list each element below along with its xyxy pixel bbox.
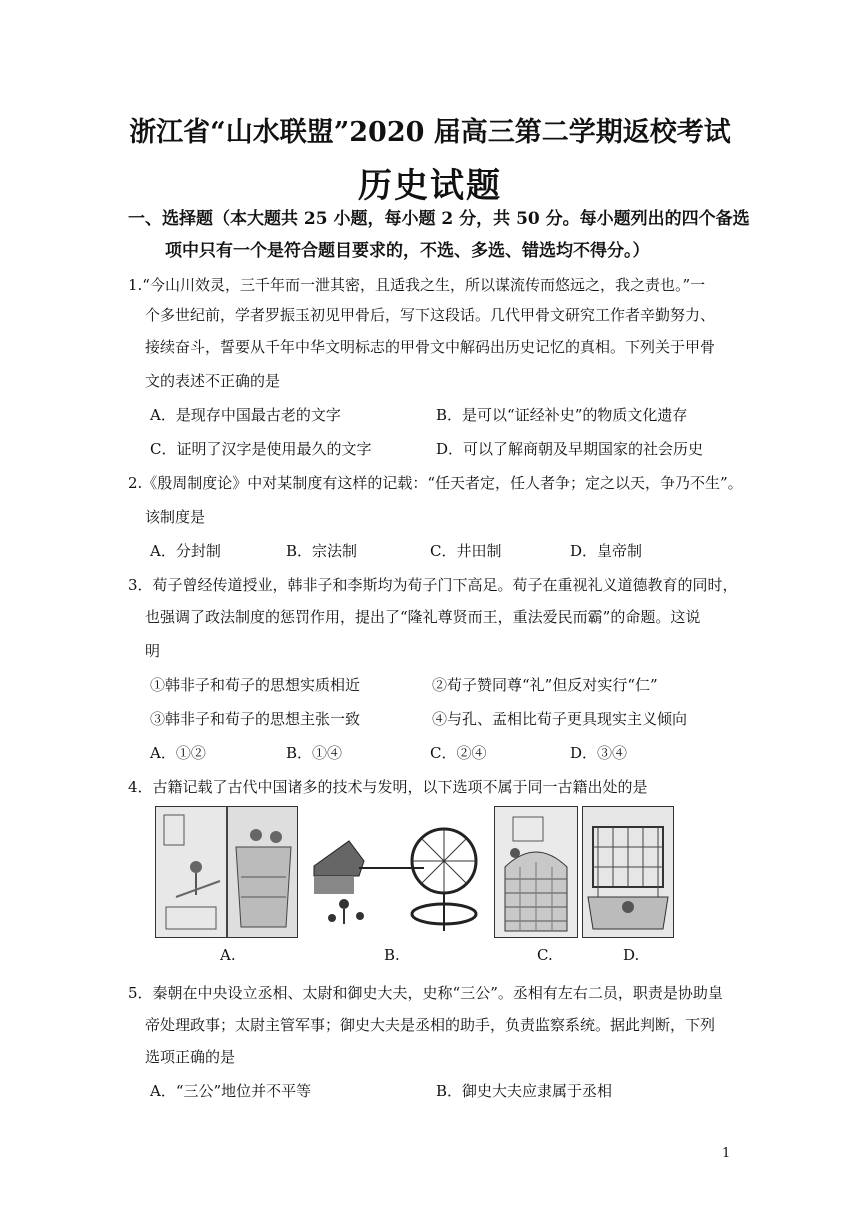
section-heading-line1: 一、选择题（本大题共 25 小题，每小题 2 分，共 50 分。每小题列出的四个备选 — [128, 209, 750, 229]
ancient-illustration-c — [494, 806, 578, 938]
q3-option-a: A．①② — [150, 744, 206, 762]
q1-line: 1.“今山川效灵，三千年而一泄其密，且适我之生，所以谋流传而悠远之，我之责也。”一 — [128, 276, 706, 294]
q2-line: 该制度是 — [145, 508, 206, 526]
q3-statement-3: ③韩非子和荀子的思想主张一致 — [150, 710, 361, 728]
q5-line: 5．秦朝在中央设立丞相、太尉和御史大夫，史称“三公”。丞相有左右二员，职责是协助皇 — [128, 984, 723, 1002]
page-number: 1 — [722, 1146, 731, 1161]
q3-statement-1: ①韩非子和荀子的思想实质相近 — [150, 676, 361, 694]
q5-option-a: A．“三公”地位并不平等 — [150, 1082, 312, 1100]
q1-option-d: D．可以了解商朝及早期国家的社会历史 — [436, 440, 704, 458]
q3-option-b: B．①④ — [286, 744, 343, 762]
q2-option-b: B．宗法制 — [286, 542, 358, 560]
q3-line: 也强调了政法制度的惩罚作用，提出了“隆礼尊贤而王，重法爱民而霸”的命题。这说 — [145, 608, 701, 626]
ancient-illustration-b — [304, 806, 484, 936]
q1-option-c: C．证明了汉字是使用最久的文字 — [150, 440, 372, 458]
ancient-illustration-a — [155, 806, 298, 938]
q2-option-a: A．分封制 — [150, 542, 221, 560]
q2-option-c: C．井田制 — [430, 542, 502, 560]
q3-statement-2: ②荀子赞同尊“礼”但反对实行“仁” — [432, 676, 658, 694]
q1-line: 接续奋斗，誓要从千年中华文明标志的甲骨文中解码出历史记忆的真相。下列关于甲骨 — [145, 338, 716, 356]
q2-option-d: D．皇帝制 — [570, 542, 643, 560]
q5-line: 选项正确的是 — [145, 1048, 236, 1066]
q1-option-a: A．是现存中国最古老的文字 — [150, 406, 341, 424]
q1-line: 个多世纪前，学者罗振玉初见甲骨后，写下这段话。几代甲骨文研究工作者辛勤努力、 — [145, 306, 716, 324]
q2-line: 2.《殷周制度论》中对某制度有这样的记载：“任天者定，任人者争；定之以天，争乃不生”。 — [128, 474, 743, 492]
q1-line: 文的表述不正确的是 — [145, 372, 281, 390]
q3-line: 明 — [145, 642, 161, 660]
exam-title: 浙江省“山水联盟”2020 届高三第二学期返校考试 — [129, 117, 731, 148]
q4-picture-label-d: D. — [623, 946, 640, 964]
q3-statement-4: ④与孔、孟相比荀子更具现实主义倾向 — [432, 710, 688, 728]
q4-picture-label-b: B. — [384, 946, 400, 964]
q5-option-b: B．御史大夫应隶属于丞相 — [436, 1082, 613, 1100]
q5-line: 帝处理政事；太尉主管军事；御史大夫是丞相的助手，负责监察系统。据此判断，下列 — [145, 1016, 716, 1034]
q4-line: 4．古籍记载了古代中国诸多的技术与发明，以下选项不属于同一古籍出处的是 — [128, 778, 648, 796]
section-heading-line2: 项中只有一个是符合题目要求的，不选、多选、错选均不得分。） — [165, 241, 650, 261]
q3-option-d: D．③④ — [570, 744, 628, 762]
q3-line: 3．荀子曾经传道授业，韩非子和李斯均为荀子门下高足。荀子在重视礼义道德教育的同时， — [128, 576, 738, 594]
ancient-illustration-d — [582, 806, 674, 938]
q1-option-b: B．是可以“证经补史”的物质文化遗存 — [436, 406, 688, 424]
q4-picture-label-a: A. — [220, 946, 236, 964]
q4-picture-label-c: C. — [537, 946, 553, 964]
q3-option-c: C．②④ — [430, 744, 487, 762]
exam-subtitle: 历史试题 — [358, 166, 502, 206]
